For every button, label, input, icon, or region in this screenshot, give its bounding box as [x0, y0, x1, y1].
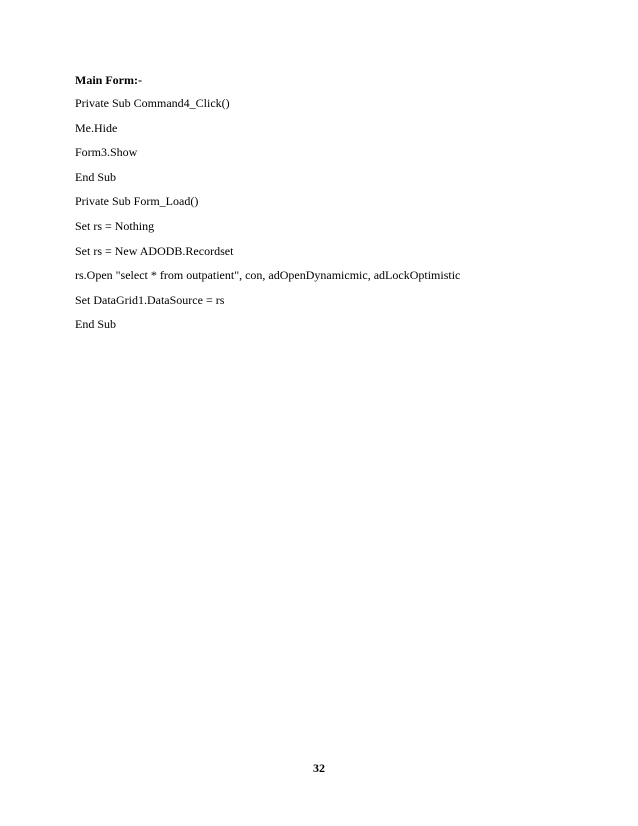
- code-line: Set rs = Nothing: [75, 218, 155, 233]
- code-line: Form3.Show: [75, 145, 138, 160]
- code-line: End Sub: [75, 317, 117, 332]
- code-line: Set DataGrid1.DataSource = rs: [75, 292, 225, 307]
- code-line: Set rs = New ADODB.Recordset: [75, 243, 234, 258]
- code-line: Private Sub Form_Load(): [75, 194, 199, 209]
- code-line: rs.Open "select * from outpatient", con, adOpenDynamicmic, adLockOptimistic: [75, 268, 461, 283]
- code-line: Me.Hide: [75, 120, 118, 135]
- code-listing: [75, 95, 460, 341]
- code-line: End Sub: [75, 169, 117, 184]
- page-number: 32: [313, 761, 325, 775]
- code-line: Private Sub Command4_Click(): [75, 96, 230, 110]
- section-heading: Main Form:-: [75, 73, 142, 87]
